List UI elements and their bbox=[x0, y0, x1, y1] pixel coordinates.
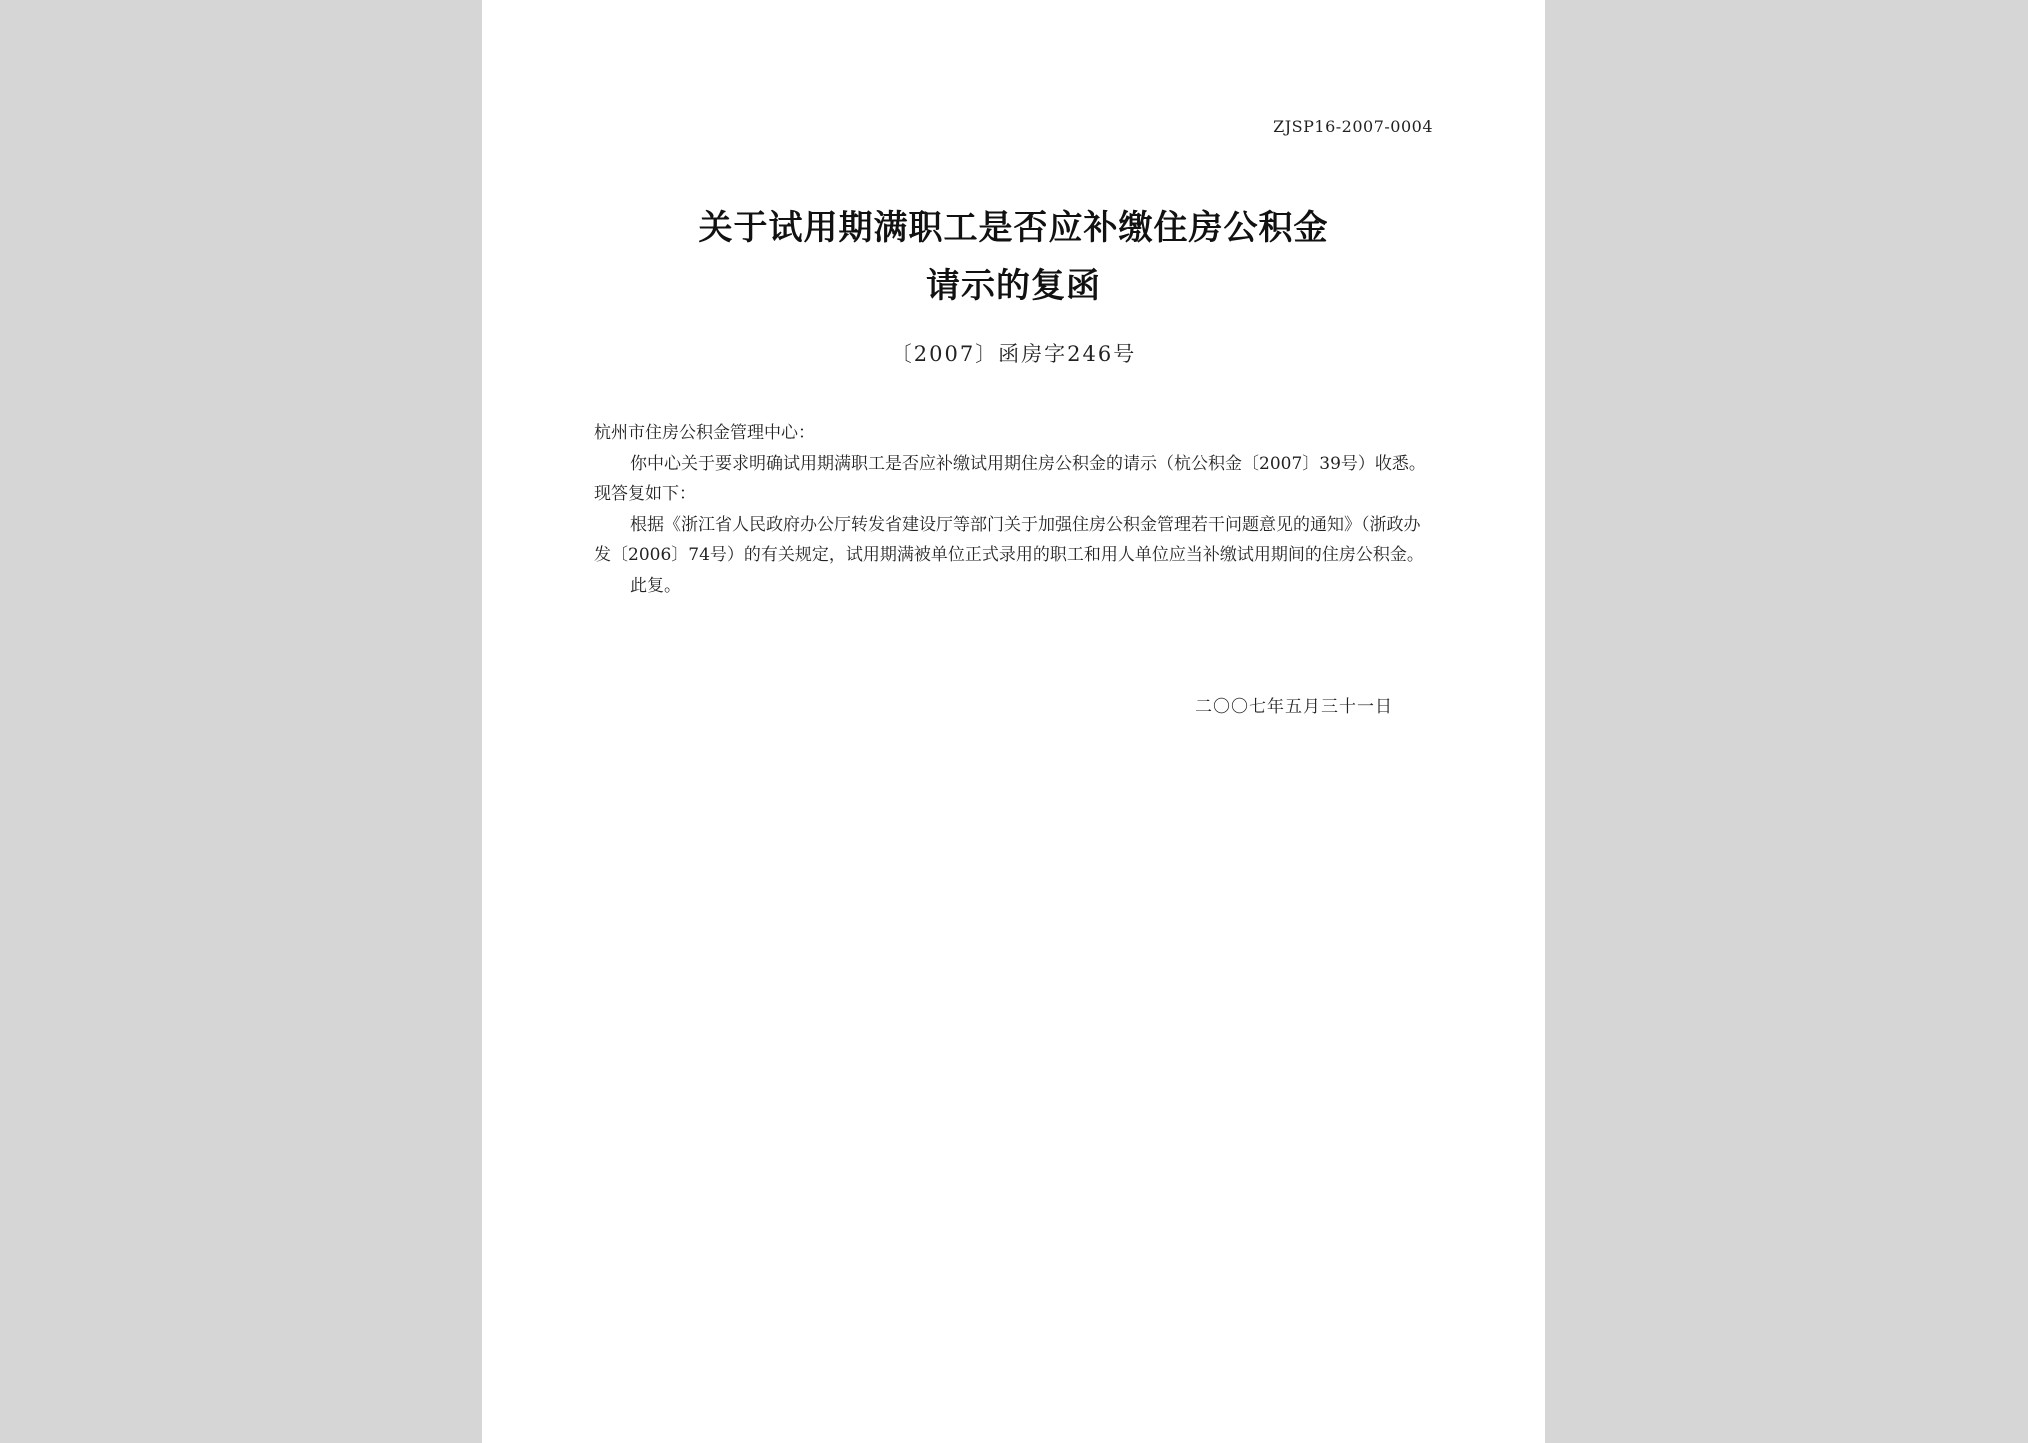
document-code: ZJSP16-2007-0004 bbox=[1273, 117, 1433, 136]
letter-body bbox=[594, 418, 1436, 601]
title-line-1: 关于试用期满职工是否应补缴住房公积金 bbox=[698, 208, 1329, 248]
document-page bbox=[482, 0, 1545, 1443]
reference-number: 〔2007〕函房字246号 bbox=[890, 342, 1137, 366]
salutation: 杭州市住房公积金管理中心： bbox=[594, 423, 815, 443]
title-line-2: 请示的复函 bbox=[926, 266, 1101, 306]
issue-date: 二〇〇七年五月三十一日 bbox=[1195, 697, 1393, 717]
paragraph-3: 此复。 bbox=[630, 575, 681, 596]
paragraph-1: 你中心关于要求明确试用期满职工是否应补缴试用期住房公积金的请示（杭公积金〔2007〕39号）收悉。现答复如下： bbox=[594, 453, 1426, 504]
paragraph-2: 根据《浙江省人民政府办公厅转发省建设厅等部门关于加强住房公积金管理若干问题意见的通知》（浙政办发〔2006〕74号）的有关规定，试用期满被单位正式录用的职工和用人单位应当补缴试用期间的住房公积金。 bbox=[594, 514, 1424, 565]
